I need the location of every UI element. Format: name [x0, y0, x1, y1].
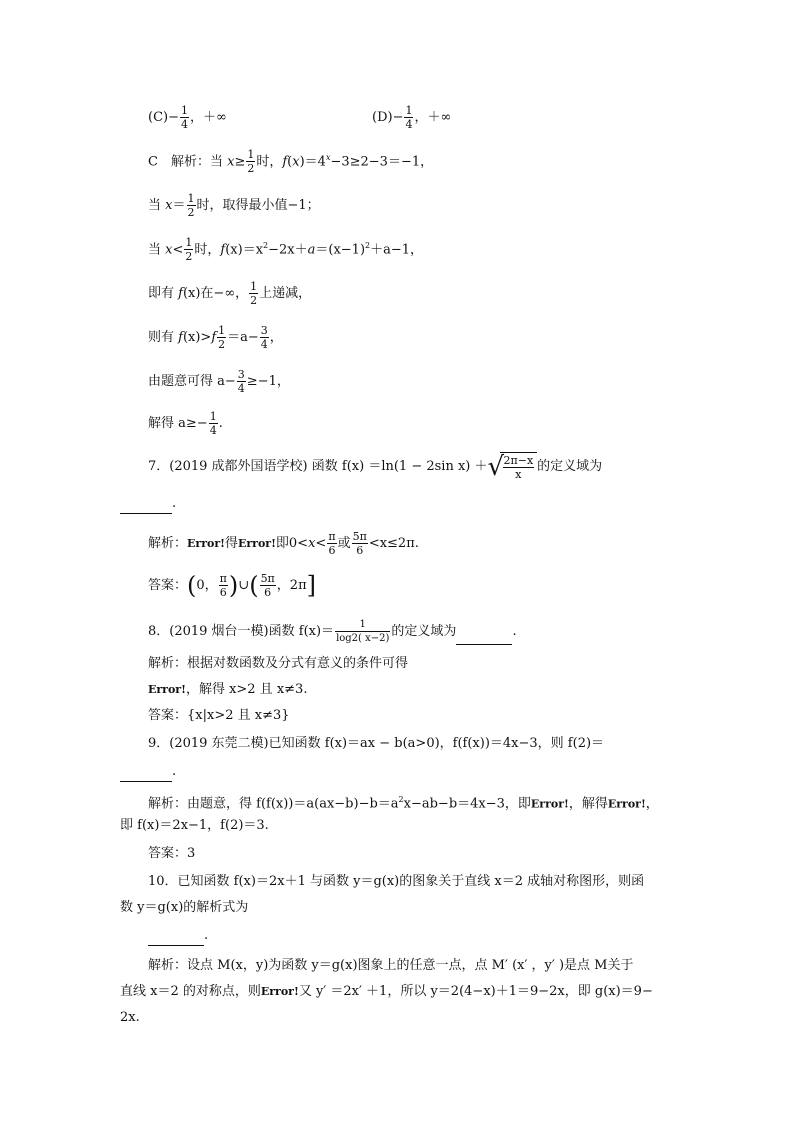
error-placeholder: Error! [607, 797, 646, 811]
text: 0， [196, 578, 218, 593]
q7-solution [148, 530, 419, 557]
text: 又 y′ ＝2x′ ＋1，所以 y＝2(4−x)＋1＝9−2x，即 g(x)＝9− [298, 984, 653, 999]
text: (x)在−∞， [182, 286, 249, 301]
text: f [178, 330, 183, 345]
frac-num: 1 [187, 192, 195, 205]
text: 则有 [148, 330, 179, 345]
text: ( [249, 571, 259, 600]
text: ( [187, 571, 197, 600]
radicand [500, 452, 538, 481]
text: . [512, 624, 517, 639]
q8-stem [148, 618, 517, 645]
q7-answer [148, 572, 316, 599]
text: 或 [337, 536, 351, 551]
text: x [165, 198, 173, 213]
q6-solution-line-7 [148, 410, 223, 437]
text: f [211, 330, 217, 345]
text: x [308, 536, 316, 551]
q9-stem [148, 734, 604, 754]
fraction [217, 324, 226, 351]
text: x [227, 154, 235, 170]
q10-answer-blank [148, 926, 208, 946]
fraction [404, 104, 413, 131]
radical-sign-icon: √ [487, 452, 505, 482]
text: ( [287, 154, 293, 170]
text: < [315, 536, 327, 551]
text: 7．(2019 成都外国语学校) 函数 [148, 459, 342, 474]
frac-den: 4 [209, 424, 217, 437]
fraction [352, 530, 368, 557]
option-c [148, 104, 227, 131]
frac-num: 1 [209, 410, 217, 423]
text: 解析：根据对数函数及分式有意义的条件可得 [148, 656, 409, 671]
text: ＝a− [227, 330, 259, 345]
frac-den: 2 [187, 206, 195, 219]
text: 10．已知函数 f(x)＝2x＋1 与函数 y＝g(x)的图象关于直线 x＝2 成轴对称图形，则函 [148, 874, 645, 889]
text: ， [645, 796, 659, 812]
q10-solution-1 [148, 956, 634, 976]
text: (x)＝x [225, 242, 264, 258]
text: 直线 x＝2 的对称点，则 [120, 984, 261, 999]
q9-answer-blank [120, 762, 176, 782]
text: x [165, 242, 173, 258]
frac-num: 1 [218, 324, 226, 337]
text: 上递减， [259, 286, 312, 301]
q6-solution-line-4 [148, 280, 311, 307]
q10-stem-2 [120, 898, 248, 918]
answer-blank [148, 931, 204, 946]
text: −3≥2−3＝−1， [330, 154, 434, 170]
q10-solution-2 [120, 982, 653, 1002]
option-c-tail: ，＋∞ [189, 110, 227, 125]
option-c-label: (C)− [148, 110, 179, 125]
frac-num: π [328, 530, 336, 543]
frac-num: 3 [260, 324, 268, 337]
text: f [282, 154, 288, 170]
text: ] [306, 571, 316, 600]
text: 解得 [148, 416, 179, 431]
text: (x)> [182, 330, 212, 345]
option-d [372, 104, 451, 131]
text: 2x. [120, 1010, 140, 1025]
frac-num: 1 [247, 148, 255, 162]
q6-solution-line-3 [148, 236, 423, 263]
frac-num: 1 [180, 104, 188, 117]
text: 解析：设点 M(x，y)为函数 y＝g(x)图象上的任意一点，点 M′ (x′ ，y′ )是点 M关于 [148, 958, 634, 973]
text: 即0< [275, 536, 309, 551]
text: ， [269, 330, 283, 345]
text: . [218, 416, 223, 431]
text: 时， [194, 242, 221, 258]
frac-den: 4 [260, 338, 268, 351]
text: ≥−1， [246, 374, 290, 389]
text: 得 [224, 536, 238, 551]
error-placeholder: Error! [260, 985, 299, 998]
frac-den: 4 [180, 118, 188, 131]
text: ∪ [238, 578, 250, 593]
q9-answer [148, 844, 195, 864]
frac-den: 2 [247, 162, 255, 176]
error-placeholder: Error! [148, 683, 186, 696]
text: x [292, 154, 300, 170]
frac-num: 1 [250, 280, 258, 293]
frac-num: 5π [260, 572, 275, 585]
frac-den: 2 [185, 250, 193, 264]
text: )＝4 [299, 154, 326, 170]
frac-den: x [515, 468, 522, 481]
superscript: 2 [365, 241, 371, 250]
q7-stem [148, 452, 602, 481]
frac-num: 1 [335, 618, 390, 632]
frac-num: 3 [237, 368, 245, 381]
fraction [209, 410, 218, 437]
text: 的定义域为 [537, 459, 603, 474]
text: f [220, 242, 226, 258]
text: a [307, 242, 316, 258]
frac-num: π [219, 572, 227, 585]
q6-solution-line-2 [148, 192, 320, 219]
text: ，2π [276, 578, 307, 593]
q9-solution-1 [148, 790, 659, 814]
superscript: x [325, 153, 331, 162]
q10-stem-1 [148, 872, 644, 892]
text: ，解得 x>2 且 x≠3. [185, 682, 308, 697]
text: 解析： [148, 536, 188, 551]
text: 由题意可得 [148, 374, 218, 389]
text: f(x) ＝ln(1 − 2sin x) ＋ [341, 459, 488, 474]
text: ＝(x−1) [315, 242, 366, 258]
q9-solution-2 [120, 816, 269, 836]
error-placeholder: Error! [530, 797, 569, 811]
error-placeholder: Error! [237, 537, 276, 550]
answer-blank [120, 767, 172, 782]
fraction [503, 454, 535, 481]
frac-num: 1 [405, 104, 413, 117]
text: 的定义域为 [391, 624, 457, 639]
fraction [187, 192, 196, 219]
square-root [488, 452, 538, 481]
fraction [260, 572, 276, 599]
q8-solution-2 [148, 680, 307, 700]
text: 时，取得最小值−1； [196, 198, 320, 213]
superscript: 2 [398, 795, 404, 804]
text: 即 f(x)＝2x−1，f(2)＝3. [120, 818, 269, 833]
error-placeholder: Error! [187, 537, 225, 550]
text: . [172, 496, 177, 511]
frac-den: 4 [237, 382, 245, 395]
text: ) [228, 571, 239, 600]
text: −2x＋ [268, 242, 308, 258]
text: <x≤2π. [368, 536, 419, 551]
text: ＝ [172, 198, 186, 213]
text: ＋a−1， [370, 242, 424, 258]
text: 当 [148, 198, 166, 213]
q6-solution-line-1 [148, 148, 433, 175]
text: a≥− [178, 416, 208, 431]
text: < [172, 242, 184, 258]
q8-solution-1 [148, 654, 408, 674]
q10-solution-3 [120, 1008, 140, 1028]
text: x−ab−b＝4x−3，即 [403, 796, 531, 812]
fraction [335, 618, 390, 645]
text: 数 y＝g(x)的解析式为 [120, 900, 249, 915]
q8-answer [148, 706, 290, 726]
q7-answer-blank [120, 494, 176, 514]
answer-blank [456, 630, 512, 645]
text: . [172, 764, 177, 779]
text: ，解得 [568, 796, 608, 812]
q6-solution-line-5 [148, 324, 283, 351]
text: 当 [148, 242, 166, 258]
text: 答案：3 [148, 846, 196, 861]
text: 时， [256, 154, 283, 170]
frac-den: 4 [405, 118, 413, 131]
text: 答案：{x|x>2 且 x≠3} [148, 708, 290, 723]
q6-solution-line-6 [148, 368, 290, 395]
option-d-label: (D)− [372, 110, 404, 125]
fraction [237, 368, 246, 395]
text: 答案： [148, 578, 188, 593]
frac-den: 2 [250, 294, 258, 307]
text: 解析：由题意，得 f(f(x))＝a(ax−b)−b＝a [148, 796, 399, 812]
text: . [204, 928, 209, 943]
fraction [260, 324, 269, 351]
frac-num: 2π−x [503, 454, 534, 467]
frac-den: 6 [356, 544, 364, 557]
fraction [246, 148, 255, 175]
frac-num: 1 [185, 236, 193, 250]
frac-den: 6 [328, 544, 336, 557]
frac-den: 2 [218, 338, 226, 351]
frac-den: log2( x−2) [336, 633, 390, 644]
fraction [184, 236, 193, 263]
text: ≥ [234, 154, 246, 170]
frac-den: 6 [264, 586, 272, 599]
answer-blank [120, 499, 172, 514]
superscript: 2 [263, 241, 269, 250]
text: 即有 [148, 286, 179, 301]
fraction [327, 530, 336, 557]
frac-num: 5π [352, 530, 367, 543]
frac-den: 6 [219, 586, 227, 599]
text: C 解析：当 [148, 154, 228, 170]
option-d-tail: ，＋∞ [414, 110, 452, 125]
fraction [249, 280, 258, 307]
text: f [178, 286, 183, 301]
text: 9．(2019 东莞二模)已知函数 f(x)＝ax − b(a>0)，f(f(x))＝4x−3，则 f(2)＝ [148, 736, 605, 751]
fraction [180, 104, 189, 131]
text: a− [217, 374, 236, 389]
text: 8．(2019 烟台一模)函数 f(x)＝ [148, 624, 335, 639]
fraction [219, 572, 228, 599]
